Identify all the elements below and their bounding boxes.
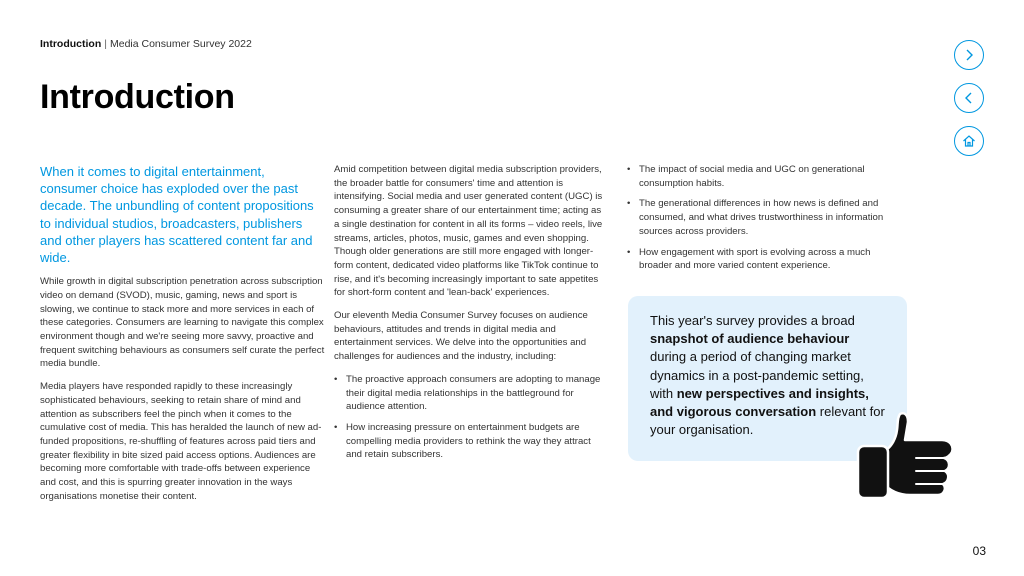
home-icon [962, 134, 976, 148]
column-2 [334, 163, 609, 469]
home-button[interactable] [954, 126, 984, 156]
callout-text: during a period of changing market dynamics in a post-pandemic setting, with [650, 349, 864, 401]
body-paragraph: Amid competition between digital media subscription providers, the broader battle for consumers' time and attention is intensifying. Social media and user generated content (UGC) is consuming a greater share of our entertainment time; acting as a single destination for content in all its forms – video reels, live streams, articles, photos, music, games and even shopping. Though older generations are still more engaged with longer-form content, dedicated video platforms like TikTok continue to rise, and it's becoming increasingly important to sate appetites for short-form content and 'lean-back' experiences. [334, 164, 603, 299]
chevron-left-icon [962, 91, 976, 105]
body-paragraph: Our eleventh Media Consumer Survey focuses on audience behaviours, attitudes and trends in digital media and entertainment services. We delve into the opportunities and challenges for audiences and the industry, including: [334, 310, 588, 363]
breadcrumb-document: Media Consumer Survey 2022 [109, 38, 252, 50]
breadcrumb-section: Introduction [40, 38, 102, 50]
callout-highlight: snapshot of audience behaviour [650, 331, 850, 347]
callout-text: relevant for your organisation. [650, 404, 885, 438]
page-number: 03 [972, 544, 986, 558]
next-page-button[interactable] [954, 40, 984, 70]
breadcrumb-separator: | [104, 38, 107, 50]
bullet-item: • The impact of social media and UGC on generational consumption habits. [627, 163, 902, 190]
bullet-list [334, 373, 609, 462]
chevron-right-icon [962, 48, 976, 62]
column-1 [40, 163, 325, 512]
column-3 [627, 163, 902, 280]
bullet-item: • How engagement with sport is evolving across a much broader and more varied content experience. [627, 246, 902, 273]
body-paragraph: Media players have responded rapidly to these increasingly sophisticated behaviours, seeking to retain share of mind and attention as subscribers feel the pinch when it comes to the cumulative cost of media. This has heralded the launch of new ad-funded propositions, re-shuffling of features across paid tiers and greater flexibility in bite sized paid access options. Audiences are becoming more comfortable with trade-offs between experience and cost, and this is spurring greater innovation in the ways organisations monetise their content. [40, 381, 322, 502]
bullet-list [627, 163, 902, 273]
bullet-item: • The generational differences in how news is defined and consumed, and what drives trustworthiness in information sources across providers. [627, 197, 902, 238]
page-title: Introduction [40, 78, 235, 116]
breadcrumb [40, 38, 252, 50]
lead-paragraph: When it comes to digital entertainment, consumer choice has exploded over the past decade. The unbundling of content propositions to individual studios, broadcasters, publishers and other players has scattered content far and wide. [40, 164, 314, 266]
callout-text: This year's survey provides a broad [650, 313, 855, 328]
bullet-item: • The proactive approach consumers are adopting to manage their digital media relationships in the battleground for audience attention. [334, 373, 609, 414]
callout-highlight: new perspectives and insights, and vigorous conversation [650, 385, 869, 420]
bullet-item: • How increasing pressure on entertainment budgets are compelling media providers to rethink the way they attract and retain subscribers. [334, 421, 609, 462]
thumbs-up-icon [850, 400, 960, 500]
body-paragraph: While growth in digital subscription penetration across subscription video on demand (SVOD), music, gaming, news and sport is slowing, we continue to stack more and more services in each of these categories. Consumers are learning to navigate this complex environment though and we're seeing more savvy, proactive and frequent switching behaviours as consumers self curate the perfect media bundle. [40, 276, 325, 370]
previous-page-button[interactable] [954, 83, 984, 113]
